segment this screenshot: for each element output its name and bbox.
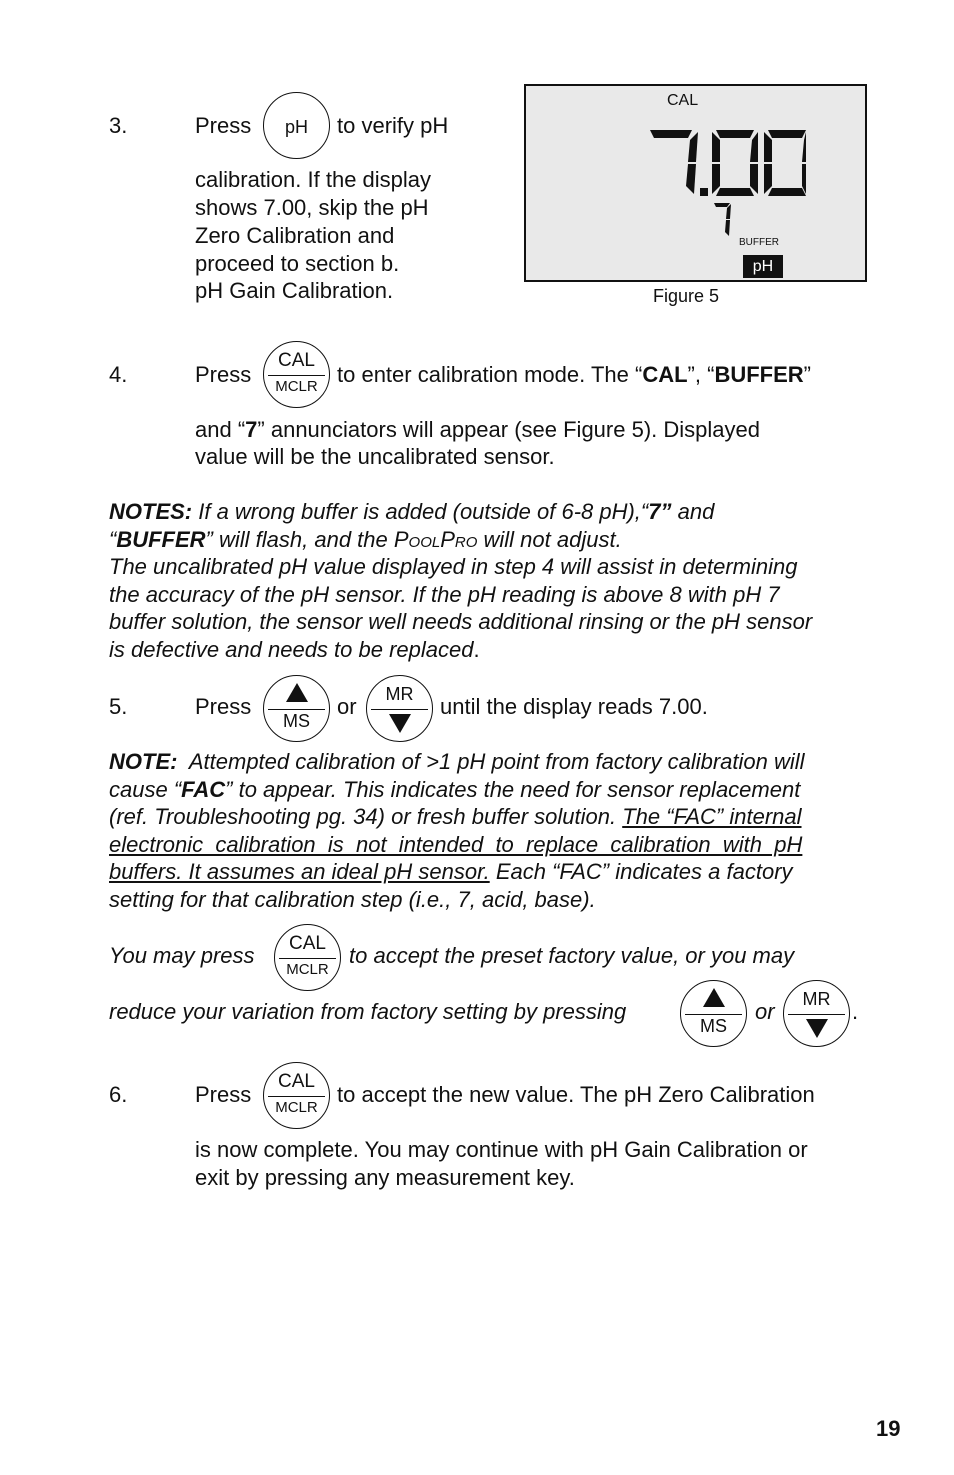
accept-end: . <box>852 999 859 1024</box>
step-3-line-5: pH Gain Calibration. <box>195 278 394 303</box>
lcd-display-figure <box>524 84 867 282</box>
mclr-key-label: MCLR <box>275 378 318 395</box>
note-line-4: electronic calibration is not intended to replace calibration with pH <box>109 831 803 857</box>
step-4-text-c: ” <box>803 362 811 387</box>
notes-l1-a: If a wrong buffer is added (outside of 6-8 pH),“ <box>192 499 649 524</box>
accept-line-1a: You may press <box>109 943 255 968</box>
note-l3-a: (ref. Troubleshooting pg. 34) or fresh buffer solution. <box>109 804 623 829</box>
step-3-number: 3. <box>109 113 128 138</box>
note-l1: Attempted calibration of >1 pH point from factory calibration will <box>177 749 805 774</box>
step-5-press: Press <box>195 694 252 719</box>
notes-l2-d: will not adjust. <box>477 526 622 552</box>
note-line-3 <box>109 803 869 831</box>
notes-l2-c: ” will flash, and the <box>205 526 394 552</box>
step-4-buffer-bold: BUFFER <box>714 362 804 387</box>
cal-mclr-key-button[interactable] <box>263 341 330 408</box>
step-4-line-3: value will be the uncalibrated sensor. <box>195 444 555 469</box>
notes-label: NOTES: <box>109 499 193 524</box>
lcd-cal-annunciator: CAL <box>667 92 699 109</box>
key-divider <box>279 958 336 959</box>
cal-mclr-key-button-2[interactable] <box>274 924 341 991</box>
step-4-l2-c: ” annunciators will appear (see Figure 5). Displayed <box>257 417 760 442</box>
step-6-line-3: exit by pressing any measurement key. <box>195 1165 575 1190</box>
step-3-line-4: proceed to section b. <box>195 251 400 276</box>
note-l2-c: ” to appear. This indicates the need for sensor replacement <box>225 776 801 802</box>
step-4-cal-bold: CAL <box>642 362 688 387</box>
down-arrow-icon <box>806 1019 828 1038</box>
step-4-text-b: ”, “ <box>687 362 715 387</box>
accept-or: or <box>755 999 775 1024</box>
note-l2-a: cause “ <box>109 776 182 802</box>
lcd-reading-7-00 <box>646 128 806 198</box>
key-divider <box>685 1014 742 1015</box>
step-5-after: until the display reads 7.00. <box>440 694 708 719</box>
step-4-line-1 <box>337 361 811 389</box>
step-5-number: 5. <box>109 694 128 719</box>
notes-line-2 <box>109 526 869 554</box>
mr-down-key-button-2[interactable] <box>783 980 850 1047</box>
notes-l6-end: . <box>473 636 480 662</box>
key-divider <box>371 709 428 710</box>
notes-line-4: the accuracy of the pH sensor. If the pH reading is above 8 with pH 7 <box>109 581 780 607</box>
figure-caption: Figure 5 <box>653 286 720 306</box>
mr-key-label: MR <box>802 989 831 1009</box>
note-l3-underline: The “FAC” internal <box>622 804 802 829</box>
mclr-key-label: MCLR <box>275 1099 318 1116</box>
step-6-press: Press <box>195 1082 252 1107</box>
step-6-after: to accept the new value. The pH Zero Calibration <box>337 1082 815 1107</box>
notes-l1-bold: 7” <box>648 499 672 524</box>
cal-key-label: CAL <box>278 350 315 371</box>
ph-key-button[interactable] <box>263 92 330 159</box>
key-divider <box>788 1014 845 1015</box>
lcd-buffer-annunciator: BUFFER <box>739 237 779 248</box>
note-l5-b: Each “FAC” indicates a factory <box>489 859 793 884</box>
cal-mclr-key-button-3[interactable] <box>263 1062 330 1129</box>
up-arrow-icon <box>703 988 725 1007</box>
step-4-number: 4. <box>109 362 128 387</box>
mclr-key-label: MCLR <box>286 961 329 978</box>
notes-line-6 <box>109 636 869 664</box>
step-6-number: 6. <box>109 1082 128 1107</box>
notes-brand: PoolPro <box>393 526 478 552</box>
accept-line-1b: to accept the preset factory value, or you may <box>349 943 795 968</box>
note-block <box>109 748 869 913</box>
mr-key-label: MR <box>385 684 414 704</box>
down-arrow-icon <box>389 714 411 733</box>
step-4-text-a: to enter calibration mode. The “ <box>337 362 643 387</box>
note-line-1 <box>109 748 869 776</box>
lcd-buffer-digit-7 <box>712 202 732 238</box>
mr-down-key-button[interactable] <box>366 675 433 742</box>
step-3-line-3: Zero Calibration and <box>195 223 395 248</box>
notes-l1-c: and <box>671 499 715 524</box>
cal-key-label: CAL <box>289 933 326 954</box>
step-4-press: Press <box>195 362 252 387</box>
note-line-2 <box>109 776 869 804</box>
page-number: 19 <box>876 1416 901 1441</box>
step-3-press: Press <box>195 113 252 138</box>
key-divider <box>268 375 325 376</box>
notes-block <box>109 498 869 663</box>
notes-l2-a: “ <box>109 526 117 552</box>
ms-up-key-button-2[interactable] <box>680 980 747 1047</box>
ms-key-label: MS <box>700 1016 727 1036</box>
step-4-line-2 <box>195 416 760 444</box>
note-fac-bold: FAC <box>181 776 226 802</box>
ms-key-label: MS <box>283 711 310 731</box>
ph-key-label: pH <box>284 117 308 137</box>
notes-l2-bold: BUFFER <box>116 526 206 552</box>
note-l5-underline: buffers. It assumes an ideal pH sensor. <box>109 859 490 884</box>
step-3-line-2: shows 7.00, skip the pH <box>195 195 429 220</box>
notes-line-3: The uncalibrated pH value displayed in step 4 will assist in determining <box>109 554 798 579</box>
up-arrow-icon <box>286 683 308 702</box>
note-label: NOTE: <box>109 749 178 774</box>
ms-up-key-button[interactable] <box>263 675 330 742</box>
step-4-l2-a: and “ <box>195 417 246 442</box>
note-line-5 <box>109 858 869 886</box>
step-5-or: or <box>337 694 357 719</box>
note-line-6: setting for that calibration step (i.e., 7, acid, base). <box>109 886 596 912</box>
notes-l6-text: is defective and needs to be replaced <box>109 636 474 662</box>
cal-key-label: CAL <box>278 1071 315 1092</box>
key-divider <box>268 709 325 710</box>
accept-line-2: reduce your variation from factory setting by pressing <box>109 999 627 1024</box>
step-6-line-2: is now complete. You may continue with pH Gain Calibration or <box>195 1137 808 1162</box>
notes-line-5: buffer solution, the sensor well needs additional rinsing or the pH sensor <box>109 609 813 634</box>
key-divider <box>268 1096 325 1097</box>
step-4-l2-bold: 7 <box>245 417 258 442</box>
step-3-after: to verify pH <box>337 113 449 138</box>
lcd-ph-annunciator: pH <box>743 255 783 278</box>
step-3-line-1: calibration. If the display <box>195 167 432 192</box>
notes-line-1 <box>109 498 869 526</box>
